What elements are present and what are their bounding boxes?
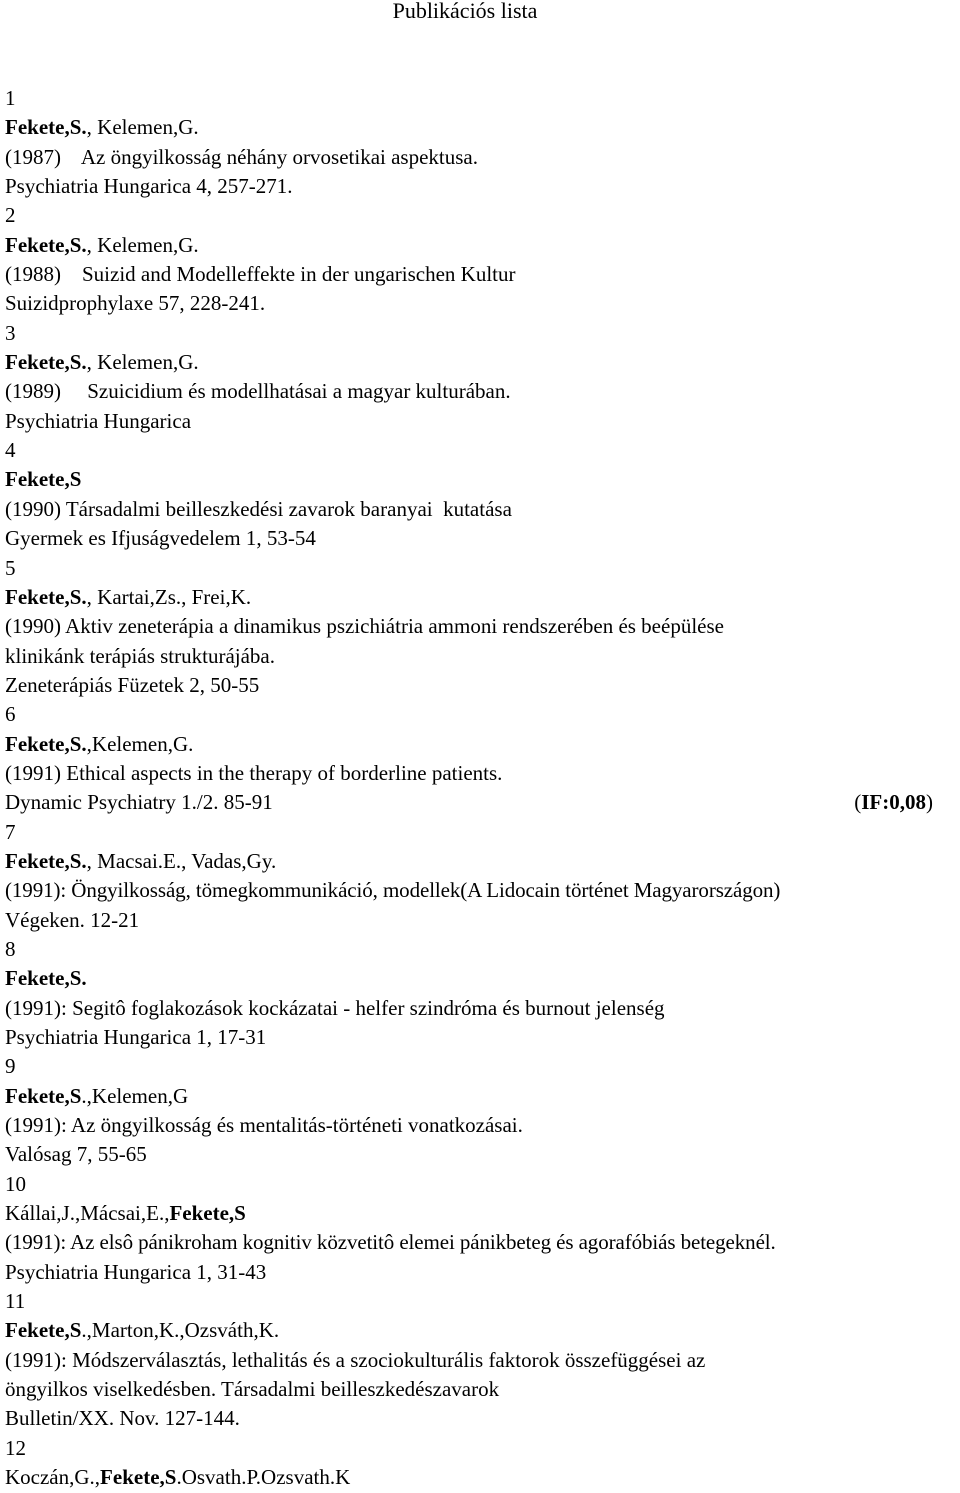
author-highlight: Fekete,S. [5, 115, 87, 140]
entry-source: Suizidprophylaxe 57, 228-241. [5, 291, 266, 316]
entry-title: (1987) Az öngyilkosság néhány orvosetikai aspektusa. [5, 144, 478, 169]
entry-title: (1991) Ethical aspects in the therapy of borderline patients. [5, 760, 503, 785]
entry-number: 6 [5, 702, 16, 727]
entry-authors [5, 1082, 955, 1111]
publication-entry [5, 1170, 955, 1287]
author-highlight: Fekete,S [100, 1465, 177, 1490]
entry-authors [5, 583, 955, 612]
entry-authors [5, 1199, 955, 1228]
publication-entry [5, 700, 955, 817]
entry-authors [5, 113, 955, 142]
entry-title: (1991): Az öngyilkosság és mentalitás-történeti vonatkozásai. [5, 1113, 523, 1138]
entry-number: 11 [5, 1289, 26, 1314]
author-highlight: Fekete,S. [5, 731, 87, 756]
co-authors: , Kartai,Zs., Frei,K. [86, 584, 252, 609]
entry-number: 5 [5, 555, 16, 580]
entry-number: 3 [5, 320, 16, 345]
publication-entry [5, 84, 955, 201]
entry-title: (1991): Öngyilkosság, tömegkommunikáció, modellek(A Lidocain történet Magyarországon) [5, 878, 781, 903]
entry-number: 1 [5, 86, 16, 110]
co-authors: .,Marton,K.,Ozsváth,K. [81, 1318, 280, 1343]
entry-title: (1991): Módszerválasztás, lethalitás és a szociokulturális faktorok összefüggései az [5, 1347, 706, 1372]
entry-title-continued: klinikánk terápiás strukturájába. [5, 643, 275, 668]
entry-source: Zeneterápiás Füzetek 2, 50-55 [5, 672, 260, 697]
author-highlight: Fekete,S. [5, 966, 87, 991]
entry-number: 8 [5, 936, 16, 961]
entry-source-row [5, 788, 955, 817]
author-highlight: Fekete,S [5, 1318, 82, 1343]
entry-authors [5, 465, 955, 494]
entry-number: 12 [5, 1435, 26, 1460]
entry-title: (1991): Az elsô pánikroham kognitiv közvetitô elemei pánikbeteg és agorafóbiás betegeknél. [5, 1230, 776, 1255]
publication-entry [5, 1434, 955, 1493]
publication-entry [5, 1052, 955, 1169]
entry-authors [5, 231, 955, 260]
entry-title: (1990) Társadalmi beilleszkedési zavarok baranyai kutatása [5, 496, 512, 521]
entry-authors [5, 847, 955, 876]
author-highlight: Fekete,S. [5, 584, 87, 609]
entry-source: Bulletin/XX. Nov. 127-144. [5, 1406, 240, 1431]
author-highlight: Fekete,S [5, 467, 82, 492]
impact-factor-open: ( [854, 790, 862, 815]
entry-number: 2 [5, 203, 16, 228]
co-authors: ,Kelemen,G. [86, 731, 194, 756]
entry-source: Psychiatria Hungarica [5, 408, 192, 433]
entry-number: 10 [5, 1171, 26, 1196]
co-authors-before: Koczán,G., [5, 1465, 101, 1490]
impact-factor [854, 788, 933, 817]
co-authors: , Kelemen,G. [86, 115, 199, 140]
entry-number: 9 [5, 1054, 16, 1079]
entry-authors [5, 348, 955, 377]
publication-entry [5, 554, 955, 701]
author-highlight: Fekete,S [5, 1083, 82, 1108]
author-highlight: Fekete,S. [5, 848, 87, 873]
publication-entry [5, 935, 955, 1052]
co-authors: .Osvath.P.Ozsvath.K [176, 1465, 351, 1490]
entry-title-continued: öngyilkos viselkedésben. Társadalmi beilleszkedészavarok [5, 1377, 500, 1402]
co-authors: , Kelemen,G. [86, 232, 199, 257]
entry-authors [5, 730, 955, 759]
publication-entry [5, 319, 955, 436]
page-title: Publikációs lista [392, 0, 538, 23]
entry-authors [5, 964, 955, 993]
impact-factor-value: IF:0,08 [861, 790, 926, 815]
entry-source: Gyermek es Ifjuságvedelem 1, 53-54 [5, 526, 316, 551]
entry-source: Psychiatria Hungarica 1, 31-43 [5, 1259, 267, 1284]
impact-factor-close: ) [926, 790, 933, 815]
publication-entry [5, 1287, 955, 1434]
entry-number: 7 [5, 819, 16, 844]
entry-title: (1991): Segitô foglakozások kockázatai - helfer szindróma és burnout jelenség [5, 995, 665, 1020]
entry-title: (1989) Szuicidium és modellhatásai a magyar kulturában. [5, 379, 511, 404]
publication-list [5, 84, 955, 1493]
entry-number: 4 [5, 438, 16, 463]
publication-entry [5, 201, 955, 318]
entry-source: Valósag 7, 55-65 [5, 1142, 147, 1167]
entry-title: (1988) Suizid and Modelleffekte in der ungarischen Kultur [5, 262, 516, 287]
author-highlight: Fekete,S [169, 1201, 246, 1226]
publication-entry [5, 818, 955, 935]
co-authors: , Kelemen,G. [86, 350, 199, 375]
author-highlight: Fekete,S. [5, 350, 87, 375]
co-authors: , Macsai.E., Vadas,Gy. [86, 848, 277, 873]
entry-source: Dynamic Psychiatry 1./2. 85-91 [5, 790, 273, 815]
co-authors: .,Kelemen,G [81, 1083, 189, 1108]
co-authors-before: Kállai,J.,Mácsai,E., [5, 1201, 170, 1226]
entry-authors [5, 1316, 955, 1345]
entry-authors [5, 1463, 955, 1492]
entry-source: Psychiatria Hungarica 1, 17-31 [5, 1025, 267, 1049]
publication-entry [5, 436, 955, 553]
author-highlight: Fekete,S. [5, 232, 87, 257]
entry-source: Psychiatria Hungarica 4, 257-271. [5, 174, 293, 199]
entry-title: (1990) Aktiv zeneterápia a dinamikus pszichiátria ammoni rendszerében és beépülése [5, 614, 724, 639]
entry-source: Végeken. 12-21 [5, 907, 140, 932]
